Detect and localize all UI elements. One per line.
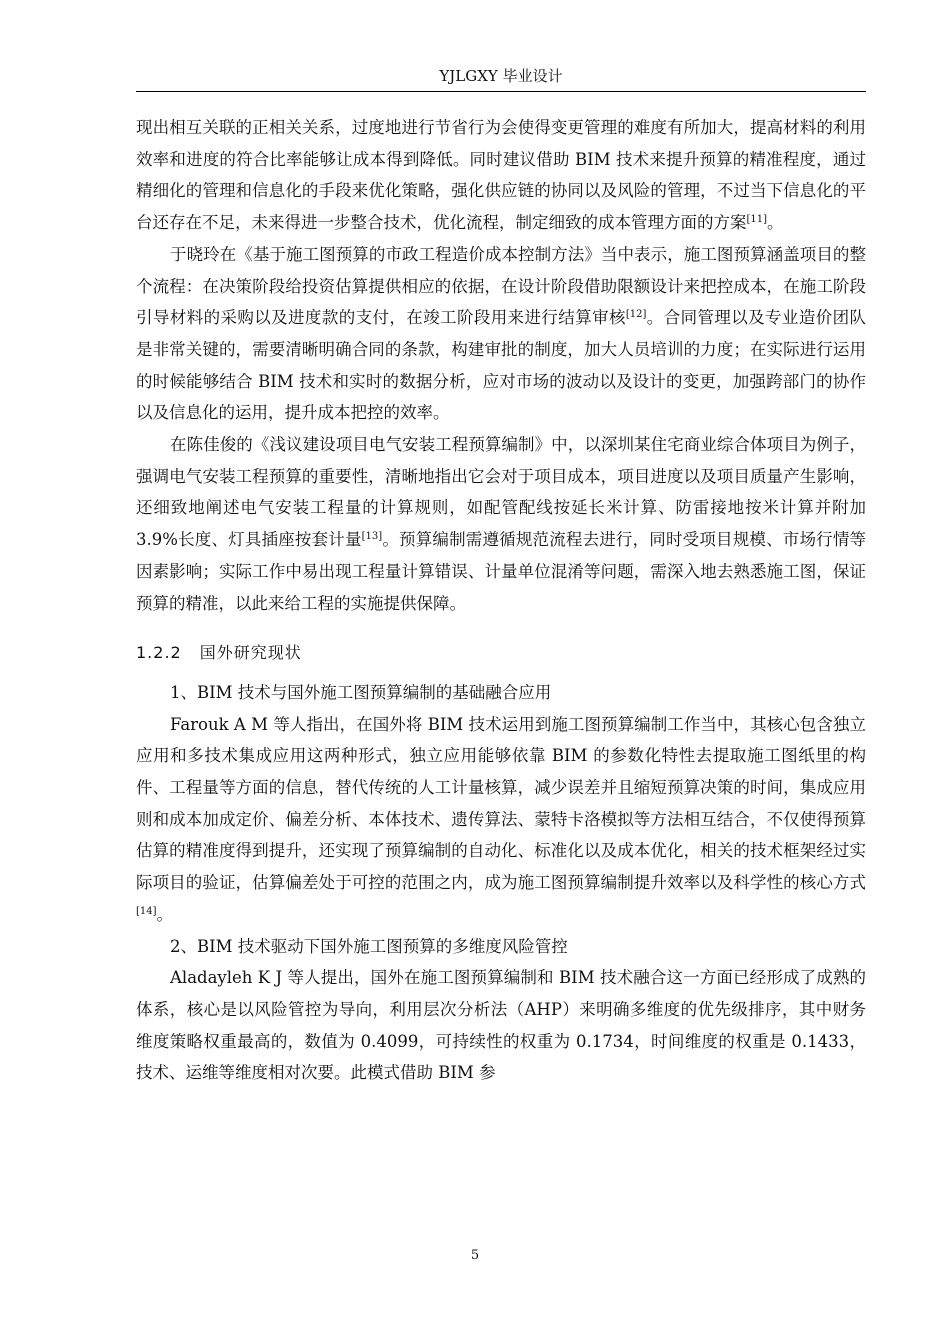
header-rule: [136, 91, 866, 92]
paragraph-1-tail: 。: [767, 213, 784, 233]
paragraph-1: [136, 112, 866, 239]
citation-12: [12]: [625, 309, 647, 321]
subheading-2: 2、BIM 技术驱动下国外施工图预算的多维度风险管控: [170, 936, 568, 956]
section-number: 1.2.2: [136, 643, 182, 663]
subheading-1: 1、BIM 技术与国外施工图预算编制的基础融合应用: [170, 682, 552, 702]
paragraph-4-tail: 。: [156, 904, 174, 924]
citation-14: [14]: [136, 905, 157, 917]
page-number: 5: [470, 1248, 480, 1263]
section-title: 国外研究现状: [199, 643, 302, 663]
paragraph-4-text: Farouk A M 等人指出，在国外将 BIM 技术运用到施工图预算编制工作当中，其核心包含独立应用和多技术集成应用这两种形式，独立应用能够依靠 BIM 的参数化特性去提取施工图纸里的构件、工程量等方面的信息，替代传统的人工计量核算，减少误差并且缩短预算决策的时间，集成应用则和成本加成定价、偏差分析、本体技术、遗传算法、蒙特卡洛模拟等方法相互结合，不仅使得预算估算的精准度得到提升，还实现了预算编制的自动化、标准化以及成本优化，相关的技术框架经过实际项目的验证，估算偏差处于可控的范围之内，成为施工图预算编制提升效率以及科学性的核心方式: [136, 714, 866, 893]
paragraph-3-text-a: 在陈佳俊的《浅议建设项目电气安装工程预算编制》中，以深圳某住宅商业综合体项目为例子，强调电气安装工程预算的重要性，清晰地指出它会对于项目成本，项目进度以及项目质量产生影响，还细致地阐述电气安装工程量的计算规则，如配管配线按延长米计算、防雷接地按米计算并附加 3.9%长度、灯具插座按套计量: [136, 435, 866, 550]
paragraph-3: [136, 429, 866, 619]
section-heading: [136, 637, 866, 669]
paragraph-3-text-b: 。预算编制需遵循规范流程去进行，同时受项目规模、市场行情等因素影响；实际工作中易出现工程量计算错误、计量单位混淆等问题，需深入地去熟悉施工图，保证预算的精准，以此来给工程的实施提供保障。: [136, 530, 867, 613]
page-header: YJLGXY 毕业设计: [439, 67, 563, 85]
paragraph-5: Aladayleh K J 等人提出，国外在施工图预算编制和 BIM 技术融合这一方面已经形成了成熟的体系，核心是以风险管控为导向，利用层次分析法（AHP）来明确多维度的优先级排序，其中财务维度策略权重最高的，数值为 0.4099，可持续性的权重为 0.1734，时间维度的权重是 0.1433，技术、运维等维度相对次要。此模式借助 BIM 参: [136, 968, 866, 1083]
paragraph-4: [136, 709, 866, 931]
paragraph-1-text: 现出相互关联的正相关关系，过度地进行节省行为会使得变更管理的难度有所加大，提高材料的利用效率和进度的符合比率能够让成本得到降低。同时建议借助 BIM 技术来提升预算的精准程度，通过精细化的管理和信息化的手段来优化策略，强化供应链的协同以及风险的管理，不过当下信息化的平台还存在不足，未来得进一步整合技术，优化流程，制定细致的成本管理方面的方案: [136, 118, 866, 233]
paragraph-2-text-a: 于晓玲在《基于施工图预算的市政工程造价成本控制方法》当中表示，施工图预算涵盖项目的整个流程：在决策阶段给投资估算提供相应的依据，在设计阶段借助限额设计来把控成本，在施工阶段引导材料的采购以及进度款的支付，在竣工阶段用来进行结算审核: [136, 244, 866, 328]
paragraph-2-text-b: 。合同管理以及专业造价团队是非常关键的，需要清晰明确合同的条款，构建审批的制度，加大人员培训的力度；在实际进行运用的时候能够结合 BIM 技术和实时的数据分析，应对市场的波动以及设计的变更，加强跨部门的协作以及信息化的运用，提升成本把控的效率。: [136, 308, 867, 423]
document-body: [136, 112, 866, 1089]
citation-13: [13]: [361, 531, 383, 543]
paragraph-2: [136, 239, 866, 429]
citation-11: [11]: [746, 214, 768, 226]
